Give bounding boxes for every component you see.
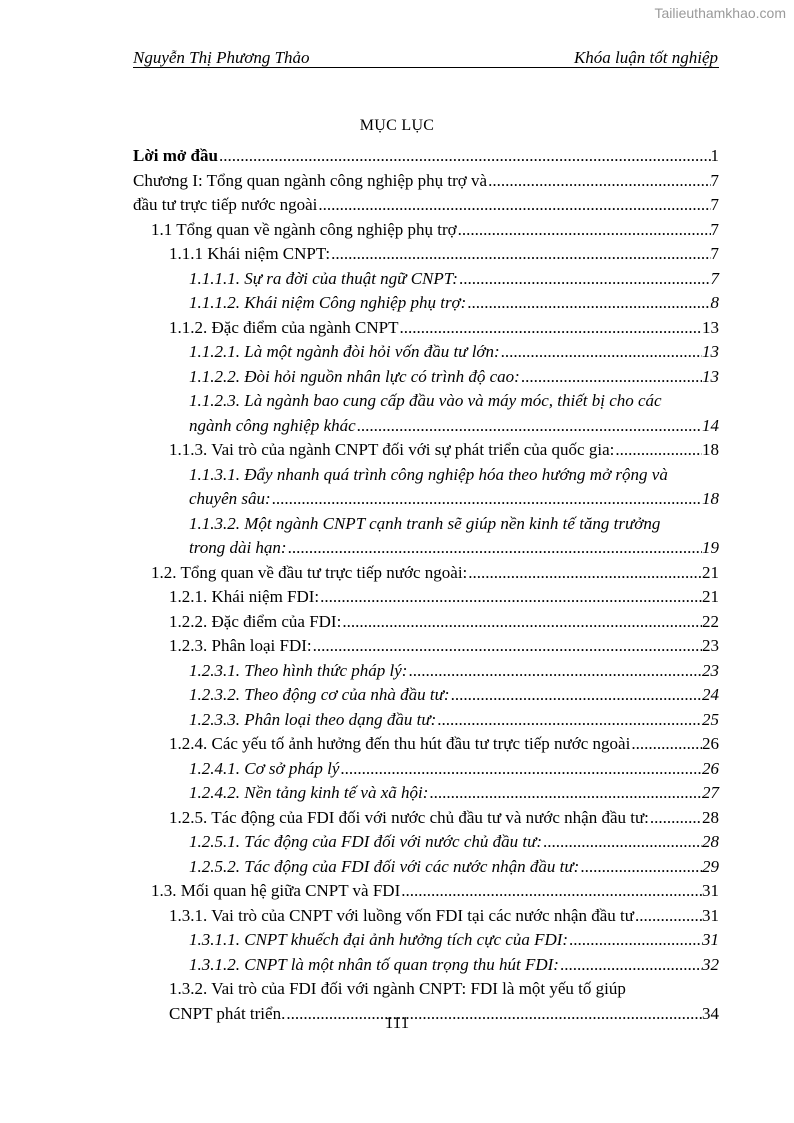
toc-entry-title: 1.2. Tổng quan về đầu tư trực tiếp nước ngoài:	[151, 562, 468, 582]
toc-entry-title: 1.2.4.2. Nền tảng kinh tế và xã hội:	[189, 783, 429, 802]
toc-entry-page: 23	[702, 636, 719, 655]
toc-dot-leader	[436, 708, 702, 733]
toc-entry-title: 1.2.5.2. Tác động của FDI đối với các nước nhận đầu tư:	[189, 856, 580, 876]
toc-entry-title: 1.1.3. Vai trò của ngành CNPT đối với sự phát triển của quốc gia:	[169, 440, 615, 459]
toc-entry	[133, 340, 719, 365]
toc-entry-page: 7	[710, 268, 719, 288]
toc-entry-page: 28	[702, 832, 719, 851]
toc-entry-page: 28	[702, 807, 719, 827]
toc-dot-leader	[630, 732, 702, 757]
toc-entry	[133, 879, 719, 904]
toc-entry-page: 7	[710, 244, 719, 263]
toc-entry-title: chuyên sâu:	[189, 489, 271, 508]
toc-entry-title: 1.1.1.2. Khái niệm Công nghiệp phụ trợ:	[189, 293, 467, 312]
toc-entry-page: 19	[702, 538, 719, 557]
toc-entry	[133, 732, 719, 757]
toc-entry	[133, 610, 719, 635]
toc-entry	[133, 904, 719, 929]
toc-entry-title: 1.2.2. Đặc điểm của FDI:	[169, 611, 342, 631]
toc-entry	[133, 585, 719, 610]
toc-entry	[133, 953, 719, 978]
toc-entry	[133, 463, 719, 488]
toc-entry-title: 1.3.1. Vai trò của CNPT với luồng vốn FDI tại các nước nhận đầu tư	[169, 905, 634, 925]
toc-entry	[133, 218, 719, 243]
toc-dot-leader	[341, 610, 702, 635]
toc-entry	[133, 365, 719, 390]
toc-entry-title: Chương I: Tổng quan ngành công nghiệp phụ trợ và	[133, 170, 488, 190]
toc-entry-page: 31	[702, 881, 719, 900]
toc-entry-title: đầu tư trực tiếp nước ngoài	[133, 195, 318, 214]
toc-entry	[133, 242, 719, 267]
toc-entry-title: 1.2.3.1. Theo hình thức pháp lý:	[189, 660, 408, 680]
toc-dot-leader	[319, 585, 702, 610]
toc-entry-title: 1.3.1.2. CNPT là một nhân tố quan trọng thu hút FDI:	[189, 954, 559, 974]
toc-entry	[133, 291, 719, 316]
toc-entry-page: 7	[710, 195, 719, 214]
toc-entry-page: 34	[702, 1003, 719, 1023]
toc-dot-leader	[634, 904, 702, 929]
toc-dot-leader	[317, 193, 710, 218]
page-number: 111	[384, 1013, 410, 1032]
toc-entry-title: 1.1.1 Khái niệm CNPT:	[169, 244, 331, 263]
watermark: Tailieuthamkhao.com	[654, 5, 786, 21]
toc-entry-page: 27	[702, 783, 719, 802]
toc-title: MỤC LỤC	[359, 117, 435, 134]
toc-entry-page: 14	[702, 415, 719, 435]
toc-entry	[133, 683, 719, 708]
toc-entry-page: 8	[710, 293, 719, 312]
toc-entry-title: 1.3. Mối quan hệ giữa CNPT và FDI	[151, 881, 401, 900]
toc-entry-title: 1.1.3.2. Một ngành CNPT cạnh tranh sẽ giúp nền kinh tế tăng trưởng	[189, 513, 661, 533]
toc-dot-leader	[398, 316, 702, 341]
toc-entry-title: 1.1.2.1. Là một ngành đòi hỏi vốn đầu tư lớn:	[189, 342, 500, 361]
toc-entry	[133, 267, 719, 292]
table-of-contents	[133, 144, 719, 1026]
toc-dot-leader	[458, 267, 711, 292]
toc-entry-page: 1	[710, 146, 719, 165]
toc-entry-title: 1.1.2.2. Đòi hỏi nguồn nhân lực có trình độ cao:	[189, 366, 520, 386]
toc-entry-page: 18	[702, 440, 719, 459]
toc-entry-title: 1.1.3.1. Đẩy nhanh quá trình công nghiệp hóa theo hướng mở rộng và	[189, 464, 668, 484]
toc-entry-page: 25	[702, 709, 719, 729]
toc-entry-title: 1.3.2. Vai trò của FDI đối với ngành CNPT: FDI là một yếu tố giúp	[169, 979, 626, 998]
toc-entry-title: Lời mở đầu	[133, 146, 218, 165]
toc-entry-title: ngành công nghiệp khác	[189, 415, 356, 435]
toc-entry-page: 32	[702, 954, 719, 974]
toc-entry	[133, 561, 719, 586]
toc-entry-page: 29	[702, 856, 719, 876]
toc-entry-page: 22	[702, 611, 719, 631]
header-doc-type: Khóa luận tốt nghiệp	[573, 48, 718, 67]
toc-entry-page: 7	[710, 170, 719, 190]
toc-entry-title: 1.2.3.3. Phân loại theo dạng đầu tư:	[189, 709, 437, 729]
toc-entry-page: 31	[702, 930, 719, 949]
toc-dot-leader	[487, 169, 710, 194]
toc-entry-page: 24	[702, 685, 719, 704]
toc-entry	[133, 389, 719, 414]
toc-dot-leader	[520, 365, 702, 390]
toc-entry	[133, 830, 719, 855]
toc-entry	[133, 977, 719, 1002]
toc-dot-leader	[457, 218, 711, 243]
toc-entry-title: 1.1 Tổng quan về ngành công nghiệp phụ trợ	[151, 219, 457, 239]
toc-entry-page: 26	[702, 734, 719, 753]
toc-entry	[133, 781, 719, 806]
toc-entry-title: 1.2.1. Khái niệm FDI:	[169, 587, 320, 606]
toc-entry-title: 1.2.3. Phân loại FDI:	[169, 636, 312, 655]
toc-entry-page: 31	[702, 905, 719, 925]
toc-entry	[133, 928, 719, 953]
toc-dot-leader	[579, 855, 702, 880]
toc-entry-page: 7	[710, 219, 719, 239]
toc-entry-title: 1.2.4.1. Cơ sở pháp lý	[189, 758, 340, 778]
toc-dot-leader	[312, 634, 702, 659]
toc-entry	[133, 193, 719, 218]
toc-dot-leader	[400, 879, 702, 904]
toc-entry-page: 23	[702, 660, 719, 680]
toc-entry-page: 13	[702, 342, 719, 361]
toc-entry-title: CNPT phát triển.	[169, 1003, 286, 1023]
toc-entry	[133, 414, 719, 439]
toc-entry-page: 26	[702, 758, 719, 778]
toc-entry	[133, 708, 719, 733]
toc-entry	[133, 659, 719, 684]
header-author: Nguyễn Thị Phương Thảo	[133, 48, 310, 67]
toc-entry-title: 1.2.4. Các yếu tố ảnh hưởng đến thu hút đầu tư trực tiếp nước ngoài	[169, 734, 631, 753]
toc-dot-leader	[614, 438, 702, 463]
toc-dot-leader	[428, 781, 702, 806]
toc-dot-leader	[649, 806, 702, 831]
toc-entry	[133, 855, 719, 880]
toc-entry-page: 18	[702, 489, 719, 508]
toc-dot-leader	[287, 536, 702, 561]
toc-dot-leader	[542, 830, 702, 855]
toc-dot-leader	[500, 340, 702, 365]
toc-entry	[133, 757, 719, 782]
toc-entry-title: 1.1.1.1. Sự ra đời của thuật ngữ CNPT:	[189, 268, 458, 288]
header-rule	[133, 67, 719, 68]
toc-entry-title: trong dài hạn:	[189, 538, 287, 557]
toc-entry-page: 21	[702, 587, 719, 606]
toc-entry-page: 13	[702, 317, 719, 337]
toc-dot-leader	[407, 659, 702, 684]
toc-dot-leader	[467, 561, 702, 586]
toc-entry-page: 13	[702, 366, 719, 386]
toc-dot-leader	[356, 414, 702, 439]
toc-dot-leader	[218, 144, 711, 169]
toc-dot-leader	[559, 953, 702, 978]
toc-dot-leader	[339, 757, 702, 782]
toc-entry	[133, 316, 719, 341]
toc-entry	[133, 169, 719, 194]
toc-entry	[133, 536, 719, 561]
toc-entry-title: 1.1.2. Đặc điểm của ngành CNPT	[169, 317, 399, 337]
toc-entry	[133, 487, 719, 512]
toc-entry	[133, 634, 719, 659]
toc-dot-leader	[271, 487, 702, 512]
toc-entry-title: 1.2.3.2. Theo động cơ của nhà đầu tư:	[189, 685, 450, 704]
toc-entry	[133, 438, 719, 463]
toc-dot-leader	[568, 928, 702, 953]
toc-dot-leader	[330, 242, 710, 267]
toc-dot-leader	[466, 291, 710, 316]
toc-entry	[133, 512, 719, 537]
toc-entry-title: 1.3.1.1. CNPT khuếch đại ảnh hưởng tích cực của FDI:	[189, 930, 569, 949]
toc-dot-leader	[450, 683, 702, 708]
toc-entry-title: 1.2.5.1. Tác động của FDI đối với nước chủ đầu tư:	[189, 832, 543, 851]
toc-entry-title: 1.2.5. Tác động của FDI đối với nước chủ đầu tư và nước nhận đầu tư:	[169, 807, 649, 827]
toc-entry-title: 1.1.2.3. Là ngành bao cung cấp đầu vào và máy móc, thiết bị cho các	[189, 391, 662, 410]
toc-entry	[133, 144, 719, 169]
toc-entry	[133, 806, 719, 831]
toc-entry-page: 21	[702, 562, 719, 582]
